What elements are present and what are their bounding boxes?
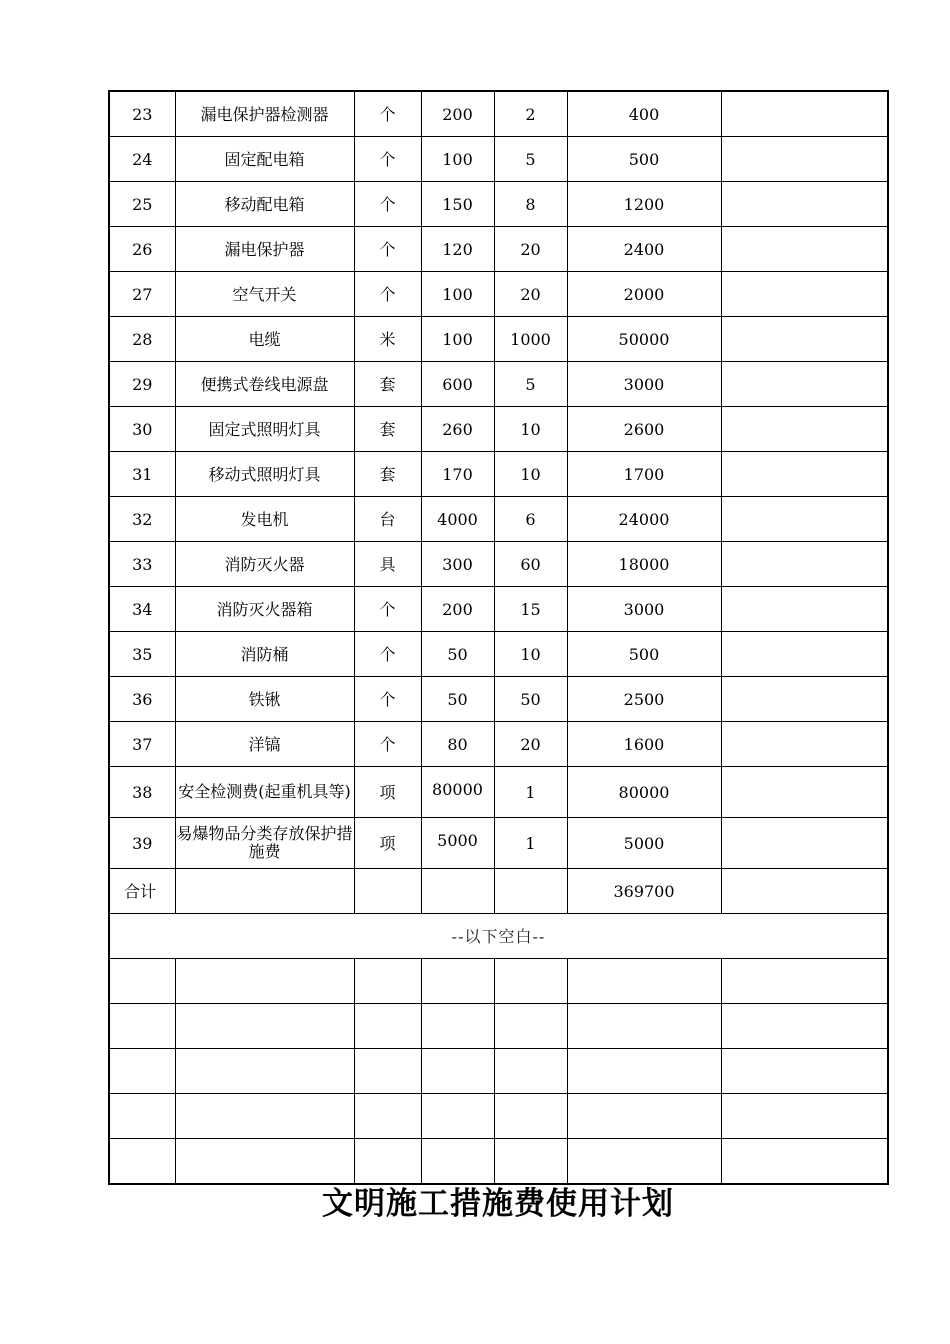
cell-empty xyxy=(721,959,888,1004)
cell-empty xyxy=(567,1049,721,1094)
cell-empty xyxy=(494,959,567,1004)
cell-unit: 具 xyxy=(354,542,421,587)
cell-name: 铁锹 xyxy=(175,677,354,722)
cell-unit: 个 xyxy=(354,272,421,317)
cell-no: 29 xyxy=(109,362,175,407)
cell-empty xyxy=(494,1094,567,1139)
cell-no: 24 xyxy=(109,137,175,182)
cell-amount: 24000 xyxy=(567,497,721,542)
cell-unit: 个 xyxy=(354,587,421,632)
cell-empty xyxy=(421,1004,494,1049)
cell-name: 安全检测费(起重机具等) xyxy=(175,767,354,818)
cell-unit: 个 xyxy=(354,677,421,722)
cell-empty xyxy=(175,1049,354,1094)
cell-remark xyxy=(721,137,888,182)
cell-no: 33 xyxy=(109,542,175,587)
cell-qty: 20 xyxy=(494,227,567,272)
cell-remark xyxy=(721,632,888,677)
cell-price: 4000 xyxy=(421,497,494,542)
table-row xyxy=(109,182,888,227)
blank-note: --以下空白-- xyxy=(109,914,888,959)
cell-unit: 个 xyxy=(354,722,421,767)
cell-amount: 2500 xyxy=(567,677,721,722)
cell-name: 电缆 xyxy=(175,317,354,362)
cost-table xyxy=(108,90,889,1185)
cell-unit: 套 xyxy=(354,452,421,497)
cell-qty: 10 xyxy=(494,407,567,452)
cell-no: 34 xyxy=(109,587,175,632)
table-row xyxy=(109,818,888,869)
table-row xyxy=(109,542,888,587)
cell-no: 35 xyxy=(109,632,175,677)
cell-empty xyxy=(175,869,354,914)
table-row xyxy=(109,272,888,317)
cell-unit: 个 xyxy=(354,632,421,677)
cell-empty xyxy=(354,1004,421,1049)
cell-empty xyxy=(567,1094,721,1139)
cell-price: 100 xyxy=(421,317,494,362)
cell-no: 38 xyxy=(109,767,175,818)
cell-amount: 400 xyxy=(567,91,721,137)
cell-empty xyxy=(175,1094,354,1139)
cell-qty: 2 xyxy=(494,91,567,137)
cell-empty xyxy=(567,959,721,1004)
cell-unit: 个 xyxy=(354,182,421,227)
cell-name: 消防桶 xyxy=(175,632,354,677)
table-row xyxy=(109,497,888,542)
cell-qty: 10 xyxy=(494,452,567,497)
cell-amount: 3000 xyxy=(567,587,721,632)
cell-name: 移动式照明灯具 xyxy=(175,452,354,497)
cell-name: 移动配电箱 xyxy=(175,182,354,227)
cell-qty: 15 xyxy=(494,587,567,632)
table-row xyxy=(109,767,888,818)
cell-no: 32 xyxy=(109,497,175,542)
cell-remark xyxy=(721,542,888,587)
cell-remark xyxy=(721,91,888,137)
cell-amount: 18000 xyxy=(567,542,721,587)
cell-amount: 500 xyxy=(567,137,721,182)
cell-name: 固定配电箱 xyxy=(175,137,354,182)
empty-row xyxy=(109,1094,888,1139)
cell-name: 便携式卷线电源盘 xyxy=(175,362,354,407)
cell-remark xyxy=(721,407,888,452)
cell-remark xyxy=(721,317,888,362)
cell-amount: 1200 xyxy=(567,182,721,227)
cell-unit: 个 xyxy=(354,227,421,272)
cell-no: 23 xyxy=(109,91,175,137)
cell-qty: 20 xyxy=(494,722,567,767)
cell-no: 37 xyxy=(109,722,175,767)
cell-remark xyxy=(721,272,888,317)
cell-empty xyxy=(721,1094,888,1139)
cell-no: 31 xyxy=(109,452,175,497)
cell-amount: 5000 xyxy=(567,818,721,869)
cell-empty xyxy=(109,1004,175,1049)
cell-qty: 1000 xyxy=(494,317,567,362)
cell-remark xyxy=(721,452,888,497)
cell-name: 漏电保护器检测器 xyxy=(175,91,354,137)
cell-empty xyxy=(494,869,567,914)
cell-empty xyxy=(109,1094,175,1139)
table-row xyxy=(109,91,888,137)
total-row xyxy=(109,869,888,914)
cell-price: 50 xyxy=(421,632,494,677)
cell-qty: 20 xyxy=(494,272,567,317)
cell-amount: 80000 xyxy=(567,767,721,818)
cell-name: 易爆物品分类存放保护措施费 xyxy=(175,818,354,869)
cell-no: 36 xyxy=(109,677,175,722)
cell-empty xyxy=(721,1004,888,1049)
cell-price: 120 xyxy=(421,227,494,272)
empty-row xyxy=(109,1004,888,1049)
table-row xyxy=(109,632,888,677)
cell-price: 200 xyxy=(421,91,494,137)
cell-qty: 1 xyxy=(494,767,567,818)
total-remark xyxy=(721,869,888,914)
cell-no: 28 xyxy=(109,317,175,362)
cell-remark xyxy=(721,587,888,632)
cell-qty: 10 xyxy=(494,632,567,677)
cell-unit: 个 xyxy=(354,137,421,182)
cell-remark xyxy=(721,497,888,542)
cell-empty xyxy=(421,1049,494,1094)
cell-amount: 1600 xyxy=(567,722,721,767)
cell-amount: 500 xyxy=(567,632,721,677)
cell-no: 27 xyxy=(109,272,175,317)
cell-qty: 6 xyxy=(494,497,567,542)
cell-no: 26 xyxy=(109,227,175,272)
cell-empty xyxy=(354,869,421,914)
cell-remark xyxy=(721,227,888,272)
cell-unit: 台 xyxy=(354,497,421,542)
cell-empty xyxy=(109,1049,175,1094)
cell-empty xyxy=(567,1004,721,1049)
cell-name: 空气开关 xyxy=(175,272,354,317)
cell-qty: 1 xyxy=(494,818,567,869)
cell-unit: 套 xyxy=(354,407,421,452)
cell-qty: 5 xyxy=(494,362,567,407)
cell-remark xyxy=(721,362,888,407)
table-row xyxy=(109,407,888,452)
cell-qty: 8 xyxy=(494,182,567,227)
total-label: 合计 xyxy=(109,869,175,914)
cell-amount: 50000 xyxy=(567,317,721,362)
page-title: 文明施工措施费使用计划 xyxy=(322,1186,674,1222)
cell-unit: 个 xyxy=(354,91,421,137)
cell-empty xyxy=(721,1049,888,1094)
cell-price: 80000 xyxy=(421,767,494,818)
cell-price: 200 xyxy=(421,587,494,632)
cell-amount: 2600 xyxy=(567,407,721,452)
table-row xyxy=(109,722,888,767)
cell-remark xyxy=(721,722,888,767)
cell-amount: 2000 xyxy=(567,272,721,317)
table-row xyxy=(109,317,888,362)
cell-price: 300 xyxy=(421,542,494,587)
cell-name: 漏电保护器 xyxy=(175,227,354,272)
cell-unit: 项 xyxy=(354,818,421,869)
cell-unit: 项 xyxy=(354,767,421,818)
cell-empty xyxy=(421,1094,494,1139)
cell-name: 消防灭火器箱 xyxy=(175,587,354,632)
cell-empty xyxy=(421,959,494,1004)
cell-price: 100 xyxy=(421,137,494,182)
cell-empty xyxy=(175,959,354,1004)
cell-empty xyxy=(109,959,175,1004)
cell-no: 30 xyxy=(109,407,175,452)
cell-name: 固定式照明灯具 xyxy=(175,407,354,452)
empty-row xyxy=(109,959,888,1004)
blank-note-row xyxy=(109,914,888,959)
cell-price: 260 xyxy=(421,407,494,452)
cell-no: 25 xyxy=(109,182,175,227)
cell-price: 600 xyxy=(421,362,494,407)
cell-empty xyxy=(494,1004,567,1049)
cell-price: 150 xyxy=(421,182,494,227)
cell-empty xyxy=(354,1094,421,1139)
cell-qty: 60 xyxy=(494,542,567,587)
cell-amount: 1700 xyxy=(567,452,721,497)
cell-amount: 3000 xyxy=(567,362,721,407)
cell-remark xyxy=(721,818,888,869)
table-row xyxy=(109,677,888,722)
cell-name: 洋镐 xyxy=(175,722,354,767)
cell-no: 39 xyxy=(109,818,175,869)
cell-name: 发电机 xyxy=(175,497,354,542)
table-row xyxy=(109,587,888,632)
cell-remark xyxy=(721,182,888,227)
cell-unit: 套 xyxy=(354,362,421,407)
table-row xyxy=(109,137,888,182)
table-row xyxy=(109,362,888,407)
cell-amount: 2400 xyxy=(567,227,721,272)
cell-empty xyxy=(354,959,421,1004)
cell-qty: 5 xyxy=(494,137,567,182)
table-row xyxy=(109,452,888,497)
cell-empty xyxy=(421,869,494,914)
cost-table-body xyxy=(109,91,888,1184)
cell-name: 消防灭火器 xyxy=(175,542,354,587)
cell-price: 100 xyxy=(421,272,494,317)
cell-price: 80 xyxy=(421,722,494,767)
cell-empty xyxy=(354,1049,421,1094)
cell-unit: 米 xyxy=(354,317,421,362)
cell-qty: 50 xyxy=(494,677,567,722)
total-amount: 369700 xyxy=(567,869,721,914)
cell-empty xyxy=(175,1004,354,1049)
table-row xyxy=(109,227,888,272)
cell-price: 50 xyxy=(421,677,494,722)
cell-price: 5000 xyxy=(421,818,494,869)
cell-price: 170 xyxy=(421,452,494,497)
cell-empty xyxy=(494,1049,567,1094)
cell-remark xyxy=(721,767,888,818)
empty-row xyxy=(109,1049,888,1094)
cell-remark xyxy=(721,677,888,722)
